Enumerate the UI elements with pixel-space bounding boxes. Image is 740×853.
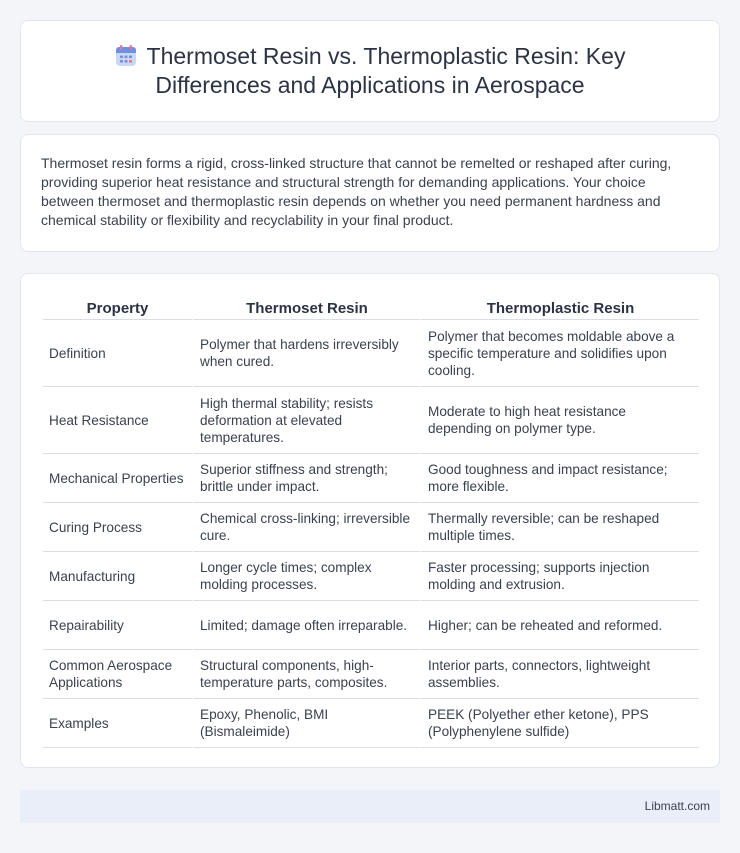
thermoset-cell: Longer cycle times; complex molding processes. [192,552,420,601]
table-row [43,650,699,699]
thermoplastic-cell: Higher; can be reheated and reformed. [420,601,699,650]
property-cell: Definition [43,320,192,387]
property-cell: Mechanical Properties [43,454,192,503]
property-cell: Examples [43,699,192,748]
footer [20,790,720,823]
page-title [115,42,626,100]
property-cell: Curing Process [43,503,192,552]
thermoset-cell: Chemical cross-linking; irreversible cure. [192,503,420,552]
thermoset-cell: Polymer that hardens irreversibly when cured. [192,320,420,387]
title-card [20,20,720,122]
thermoplastic-cell: Thermally reversible; can be reshaped multiple times. [420,503,699,552]
intro-card [20,134,720,252]
calendar-icon [115,45,137,67]
thermoplastic-cell: Polymer that becomes moldable above a specific temperature and solidifies upon cooling. [420,320,699,387]
header-thermoset: Thermoset Resin [192,294,420,320]
title-line-1: Thermoset Resin vs. Thermoplastic Resin: Key [146,43,626,69]
header-thermoplastic: Thermoplastic Resin [420,294,699,320]
comparison-table [43,294,699,748]
thermoset-cell: Limited; damage often irreparable. [192,601,420,650]
thermoset-cell: Epoxy, Phenolic, BMI (Bismaleimide) [192,699,420,748]
property-cell: Common Aerospace Applications [43,650,192,699]
thermoplastic-cell: Faster processing; supports injection molding and extrusion. [420,552,699,601]
title-line-2: Differences and Applications in Aerospace [155,72,585,98]
comparison-card [20,273,720,768]
thermoset-cell: High thermal stability; resists deformation at elevated temperatures. [192,387,420,454]
table-row [43,699,699,748]
header-property: Property [43,294,192,320]
table-row [43,454,699,503]
property-cell: Manufacturing [43,552,192,601]
table-row [43,552,699,601]
intro-paragraph: Thermoset resin forms a rigid, cross-linked structure that cannot be remelted or reshaped after curing, providing superior heat resistance and structural strength for demanding applications. Your choice between thermoset and thermoplastic resin depends on whether you need permanent hardness and chemical stability or flexibility and recyclability in your final product. [41,155,672,228]
thermoplastic-cell: Moderate to high heat resistance depending on polymer type. [420,387,699,454]
table-header-row [43,294,699,320]
thermoplastic-cell: PEEK (Polyether ether ketone), PPS (Polyphenylene sulfide) [420,699,699,748]
thermoplastic-cell: Interior parts, connectors, lightweight assemblies. [420,650,699,699]
thermoplastic-cell: Good toughness and impact resistance; more flexible. [420,454,699,503]
table-row [43,387,699,454]
property-cell: Repairability [43,601,192,650]
thermoset-cell: Structural components, high-temperature parts, composites. [192,650,420,699]
table-row [43,601,699,650]
property-cell: Heat Resistance [43,387,192,454]
thermoset-cell: Superior stiffness and strength; brittle under impact. [192,454,420,503]
footer-brand-link[interactable]: Libmatt.com [644,799,710,813]
table-row [43,503,699,552]
table-row [43,320,699,387]
